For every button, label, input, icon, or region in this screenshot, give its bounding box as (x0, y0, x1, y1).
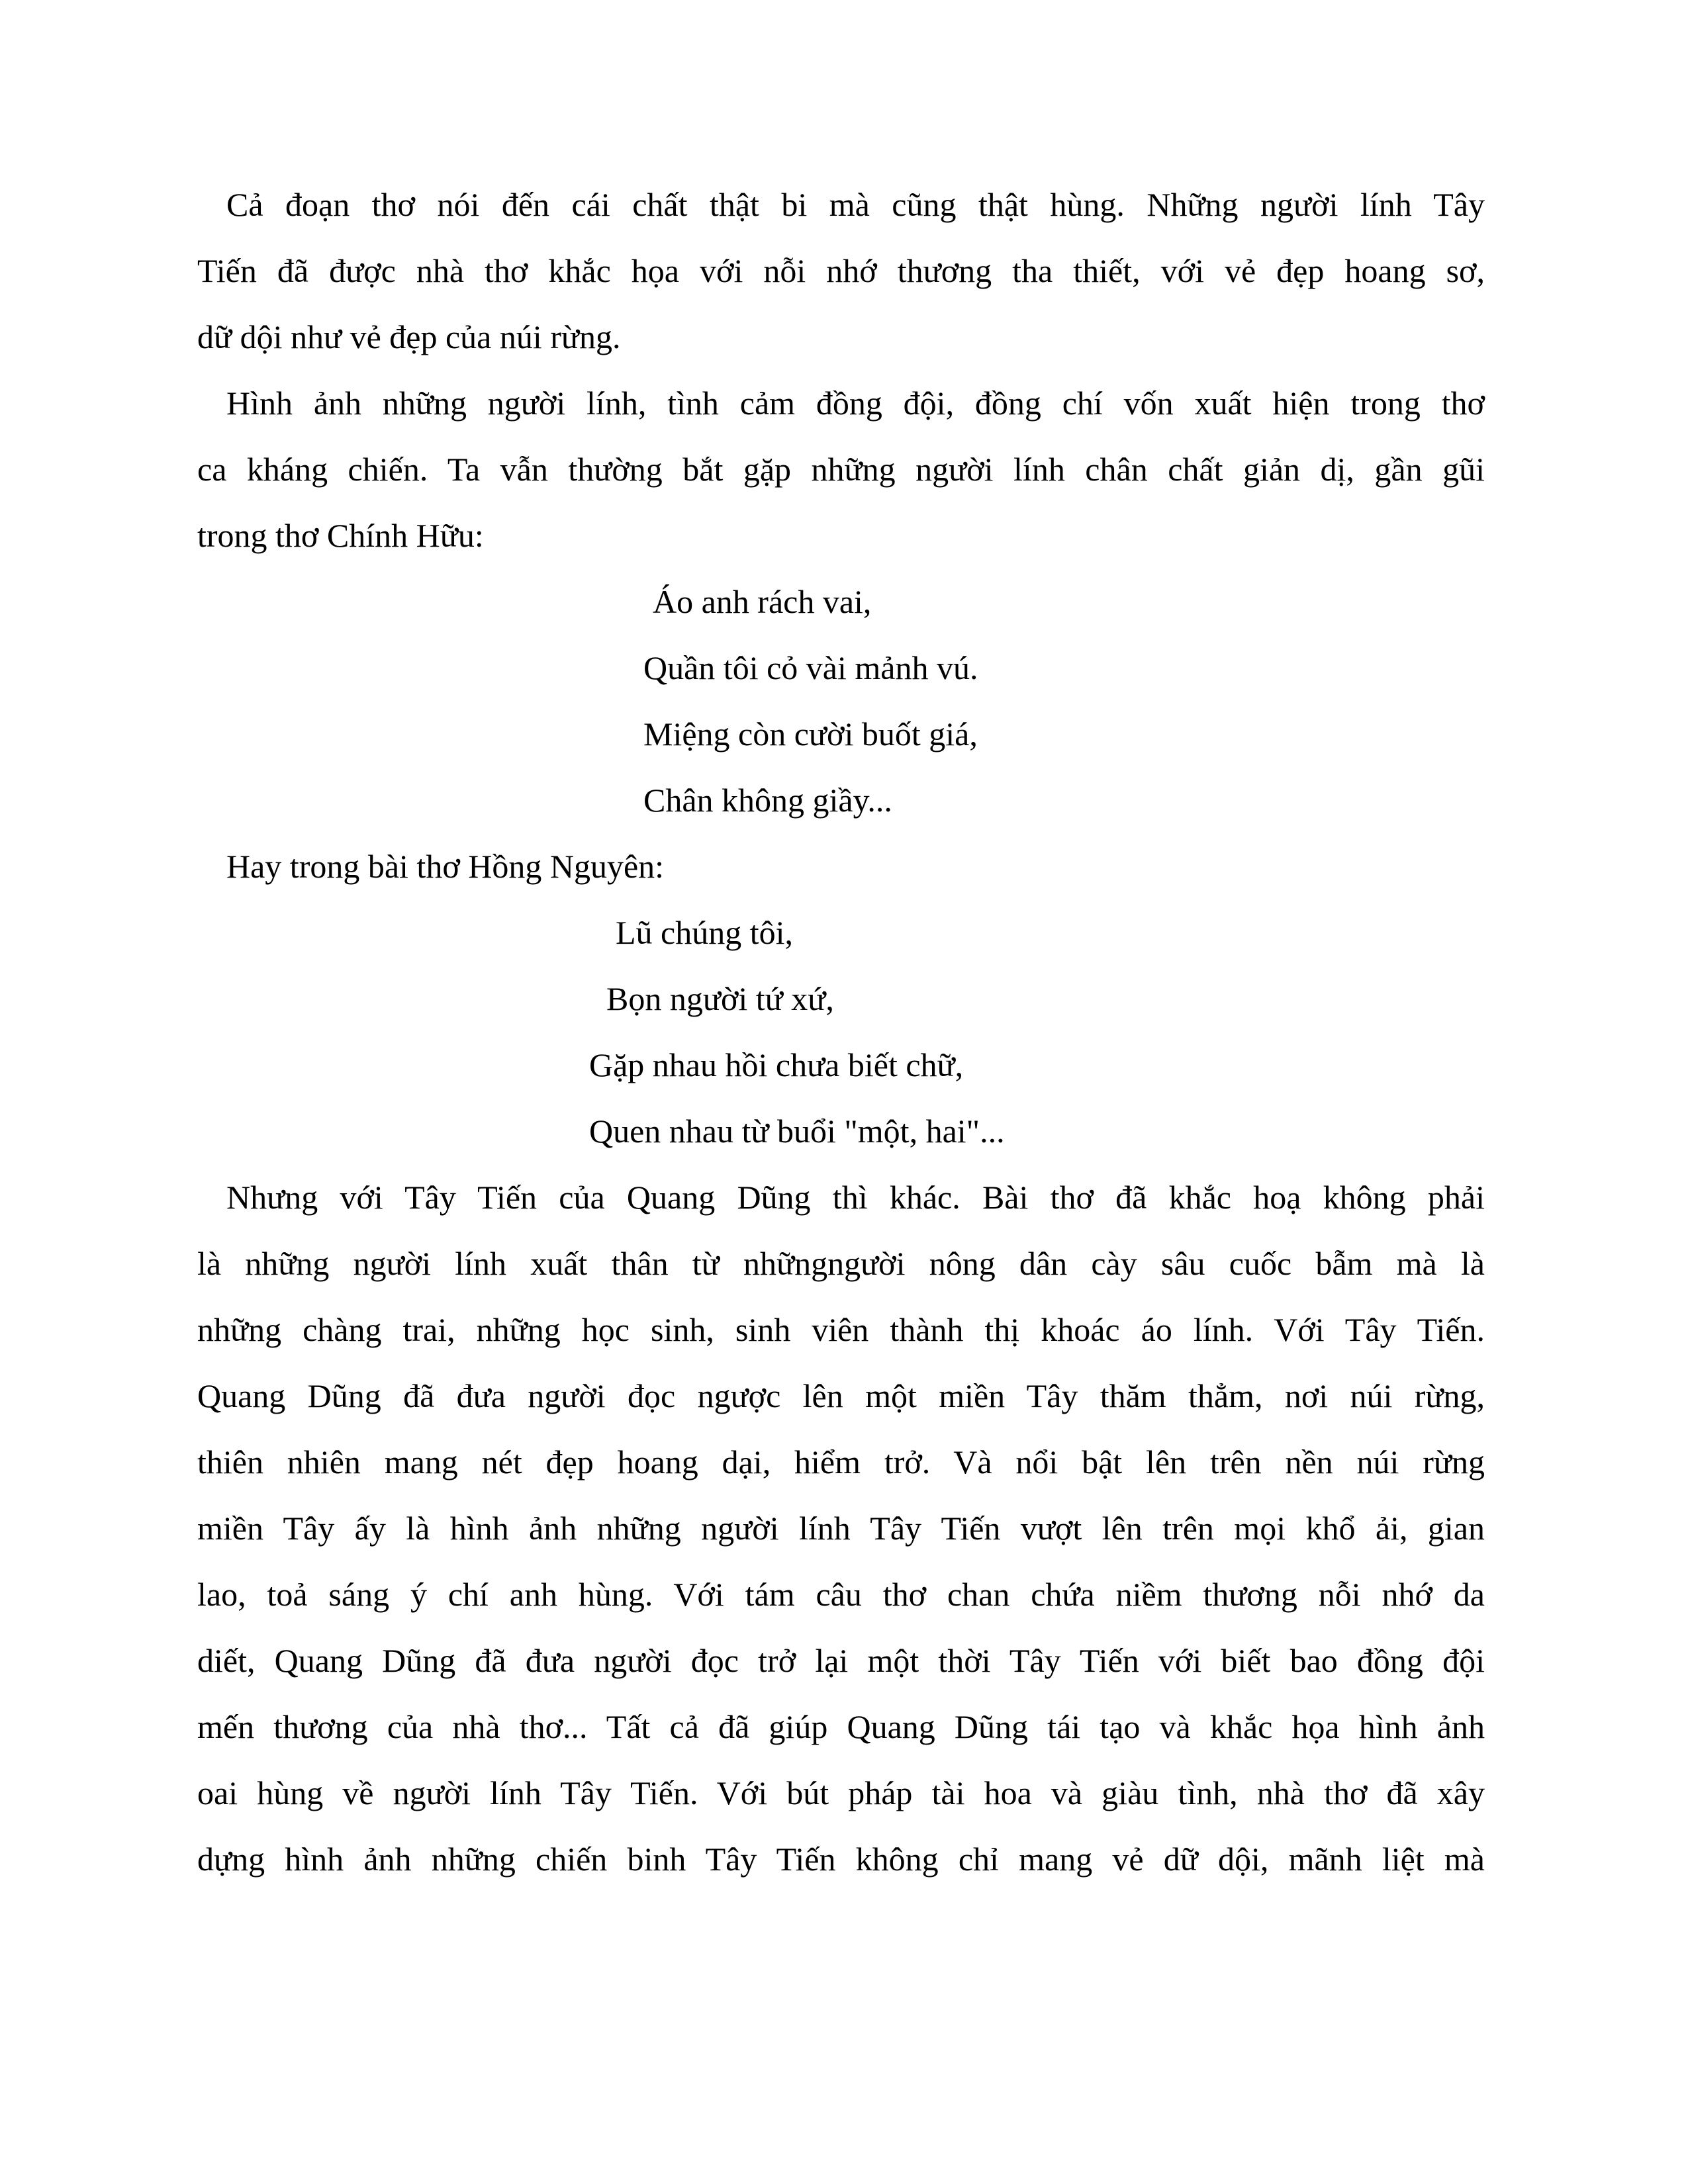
paragraph-line: Tiến đã được nhà thơ khắc họa với nỗi nhớ thương tha thiết, với vẻ đẹp hoang sơ, (197, 252, 1485, 289)
paragraph-line: mến thương của nhà thơ... Tất cả đã giúp Quang Dũng tái tạo và khắc họa hình ảnh (197, 1708, 1485, 1745)
paragraph-line: diết, Quang Dũng đã đưa người đọc trở lại một thời Tây Tiến với biết bao đồng đội (197, 1642, 1485, 1679)
paragraph-line: Nhưng với Tây Tiến của Quang Dũng thì khác. Bài thơ đã khắc hoạ không phải (226, 1179, 1485, 1216)
paragraph-line: là những người lính xuất thân từ nhữngngười nông dân cày sâu cuốc bẫm mà là (197, 1245, 1485, 1282)
paragraph-line: oai hùng về người lính Tây Tiến. Với bút pháp tài hoa và giàu tình, nhà thơ đã xây (197, 1774, 1485, 1811)
paragraph-line: những chàng trai, những học sinh, sinh viên thành thị khoác áo lính. Với Tây Tiến. (197, 1311, 1485, 1348)
paragraph-line: Quang Dũng đã đưa người đọc ngược lên một miền Tây thăm thẳm, nơi núi rừng, (197, 1377, 1485, 1414)
paragraph-line: Hình ảnh những người lính, tình cảm đồng đội, đồng chí vốn xuất hiện trong thơ (226, 385, 1485, 422)
paragraph-line: miền Tây ấy là hình ảnh những người lính Tây Tiến vượt lên trên mọi khổ ải, gian (197, 1510, 1485, 1547)
poem-line: Bọn người tứ xứ, (606, 980, 834, 1017)
poem-line: Miệng còn cười buốt giá, (643, 715, 978, 752)
paragraph-line: ca kháng chiến. Ta vẫn thường bắt gặp những người lính chân chất giản dị, gần gũi (197, 451, 1485, 488)
paragraph-line: thiên nhiên mang nét đẹp hoang dại, hiểm trở. Và nổi bật lên trên nền núi rừng (197, 1443, 1485, 1480)
paragraph-line: Cả đoạn thơ nói đến cái chất thật bi mà cũng thật hùng. Những người lính Tây (226, 186, 1485, 223)
poem-line: Lũ chúng tôi, (616, 914, 794, 951)
paragraph-line: trong thơ Chính Hữu: (197, 517, 484, 554)
poem-line: Áo anh rách vai, (653, 583, 872, 620)
poem-line: Chân không giầy... (643, 782, 892, 819)
poem-intro: Hay trong bài thơ Hồng Nguyên: (226, 848, 665, 885)
poem-line: Quen nhau từ buổi "một, hai"... (589, 1113, 1005, 1150)
paragraph-line: dữ dội như vẻ đẹp của núi rừng. (197, 318, 621, 355)
paragraph-line: dựng hình ảnh những chiến binh Tây Tiến không chỉ mang vẻ dữ dội, mãnh liệt mà (197, 1841, 1485, 1878)
poem-line: Gặp nhau hồi chưa biết chữ, (589, 1046, 964, 1083)
paragraph-line: lao, toả sáng ý chí anh hùng. Với tám câu thơ chan chứa niềm thương nỗi nhớ da (197, 1576, 1485, 1613)
poem-line: Quần tôi cỏ vài mảnh vú. (643, 649, 978, 686)
